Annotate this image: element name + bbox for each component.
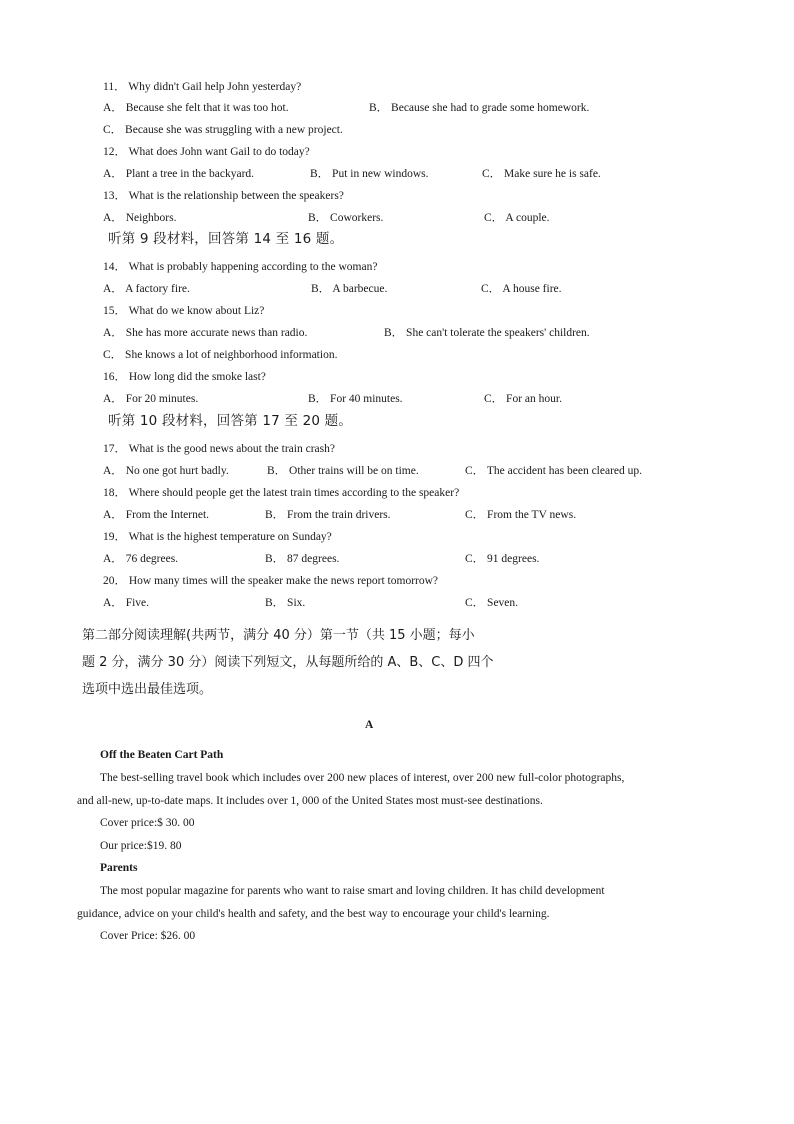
passage-letter: A [365, 719, 374, 731]
question-15: 15． What do we know about Liz? [103, 305, 265, 317]
option-19-b: B． 87 degrees. [265, 553, 340, 565]
part2-header-line-3: 选项中选出最佳选项。 [82, 682, 213, 697]
part2-header-line-1: 第二部分阅读理解(共两节，满分 40 分）第一节（共 15 小题；每小 [82, 628, 475, 643]
option-15-c: C． She knows a lot of neighborhood information. [103, 349, 338, 361]
question-18: 18． Where should people get the latest train times according to the speaker? [103, 487, 460, 499]
question-12: 12． What does John want Gail to do today? [103, 146, 310, 158]
option-17-b: B． Other trains will be on time. [267, 465, 419, 477]
question-17: 17． What is the good news about the train crash? [103, 443, 335, 455]
item-desc-2-line-1: The most popular magazine for parents who want to raise smart and loving children. It has child development [100, 885, 605, 897]
option-17-a: A． No one got hurt badly. [103, 465, 229, 477]
option-20-a: A． Five. [103, 597, 150, 609]
option-12-a: A． Plant a tree in the backyard. [103, 168, 255, 180]
item-desc-1-line-2: and all-new, up-to-date maps. It includes over 1, 000 of the United States most must-see destinations. [77, 795, 543, 807]
question-20: 20． How many times will the speaker make the news report tomorrow? [103, 575, 439, 587]
option-16-a: A． For 20 minutes. [103, 393, 199, 405]
item-desc-1-line-1: The best-selling travel book which includes over 200 new places of interest, over 200 new full-color photographs, [100, 772, 625, 784]
option-12-b: B． Put in new windows. [310, 168, 429, 180]
option-14-c: C． A house fire. [481, 283, 562, 295]
option-20-c: C． Seven. [465, 597, 519, 609]
option-12-c: C． Make sure he is safe. [482, 168, 601, 180]
option-11-b: B． Because she had to grade some homework. [369, 102, 590, 114]
question-13: 13． What is the relationship between the speakers? [103, 190, 344, 202]
item-desc-2-line-2: guidance, advice on your child's health and safety, and the best way to encourage your child's learning. [77, 908, 550, 920]
option-18-a: A． From the Internet. [103, 509, 210, 521]
option-15-b: B． She can't tolerate the speakers' children. [384, 327, 590, 339]
item-price-1-our: Our price:$19. 80 [100, 840, 182, 852]
option-13-c: C． A couple. [484, 212, 550, 224]
question-16: 16． How long did the smoke last? [103, 371, 266, 383]
question-14: 14． What is probably happening according to the woman? [103, 261, 378, 273]
option-16-b: B． For 40 minutes. [308, 393, 403, 405]
section-header-10: 听第 10 段材料，回答第 17 至 20 题。 [108, 413, 353, 429]
option-18-c: C． From the TV news. [465, 509, 577, 521]
option-18-b: B． From the train drivers. [265, 509, 391, 521]
item-title-1: Off the Beaten Cart Path [100, 749, 224, 761]
option-19-a: A． 76 degrees. [103, 553, 179, 565]
option-19-c: C． 91 degrees. [465, 553, 540, 565]
part2-header-line-2: 题 2 分，满分 30 分）阅读下列短文，从每题所给的 A、B、C、D 四个 [82, 655, 494, 670]
option-11-c: C． Because she was struggling with a new project. [103, 124, 343, 136]
option-13-a: A． Neighbors. [103, 212, 177, 224]
item-price-2-cover: Cover Price: $26. 00 [100, 930, 196, 942]
item-title-2: Parents [100, 862, 138, 874]
option-16-c: C． For an hour. [484, 393, 562, 405]
section-header-9: 听第 9 段材料，回答第 14 至 16 题。 [108, 231, 344, 247]
option-14-a: A． A factory fire. [103, 283, 190, 295]
option-15-a: A． She has more accurate news than radio. [103, 327, 308, 339]
question-19: 19． What is the highest temperature on Sunday? [103, 531, 332, 543]
option-11-a: A． Because she felt that it was too hot. [103, 102, 289, 114]
option-20-b: B． Six. [265, 597, 306, 609]
item-price-1-cover: Cover price:$ 30. 00 [100, 817, 195, 829]
option-13-b: B． Coworkers. [308, 212, 384, 224]
option-17-c: C． The accident has been cleared up. [465, 465, 643, 477]
option-14-b: B． A barbecue. [311, 283, 388, 295]
question-11: 11． Why didn't Gail help John yesterday? [103, 81, 302, 93]
